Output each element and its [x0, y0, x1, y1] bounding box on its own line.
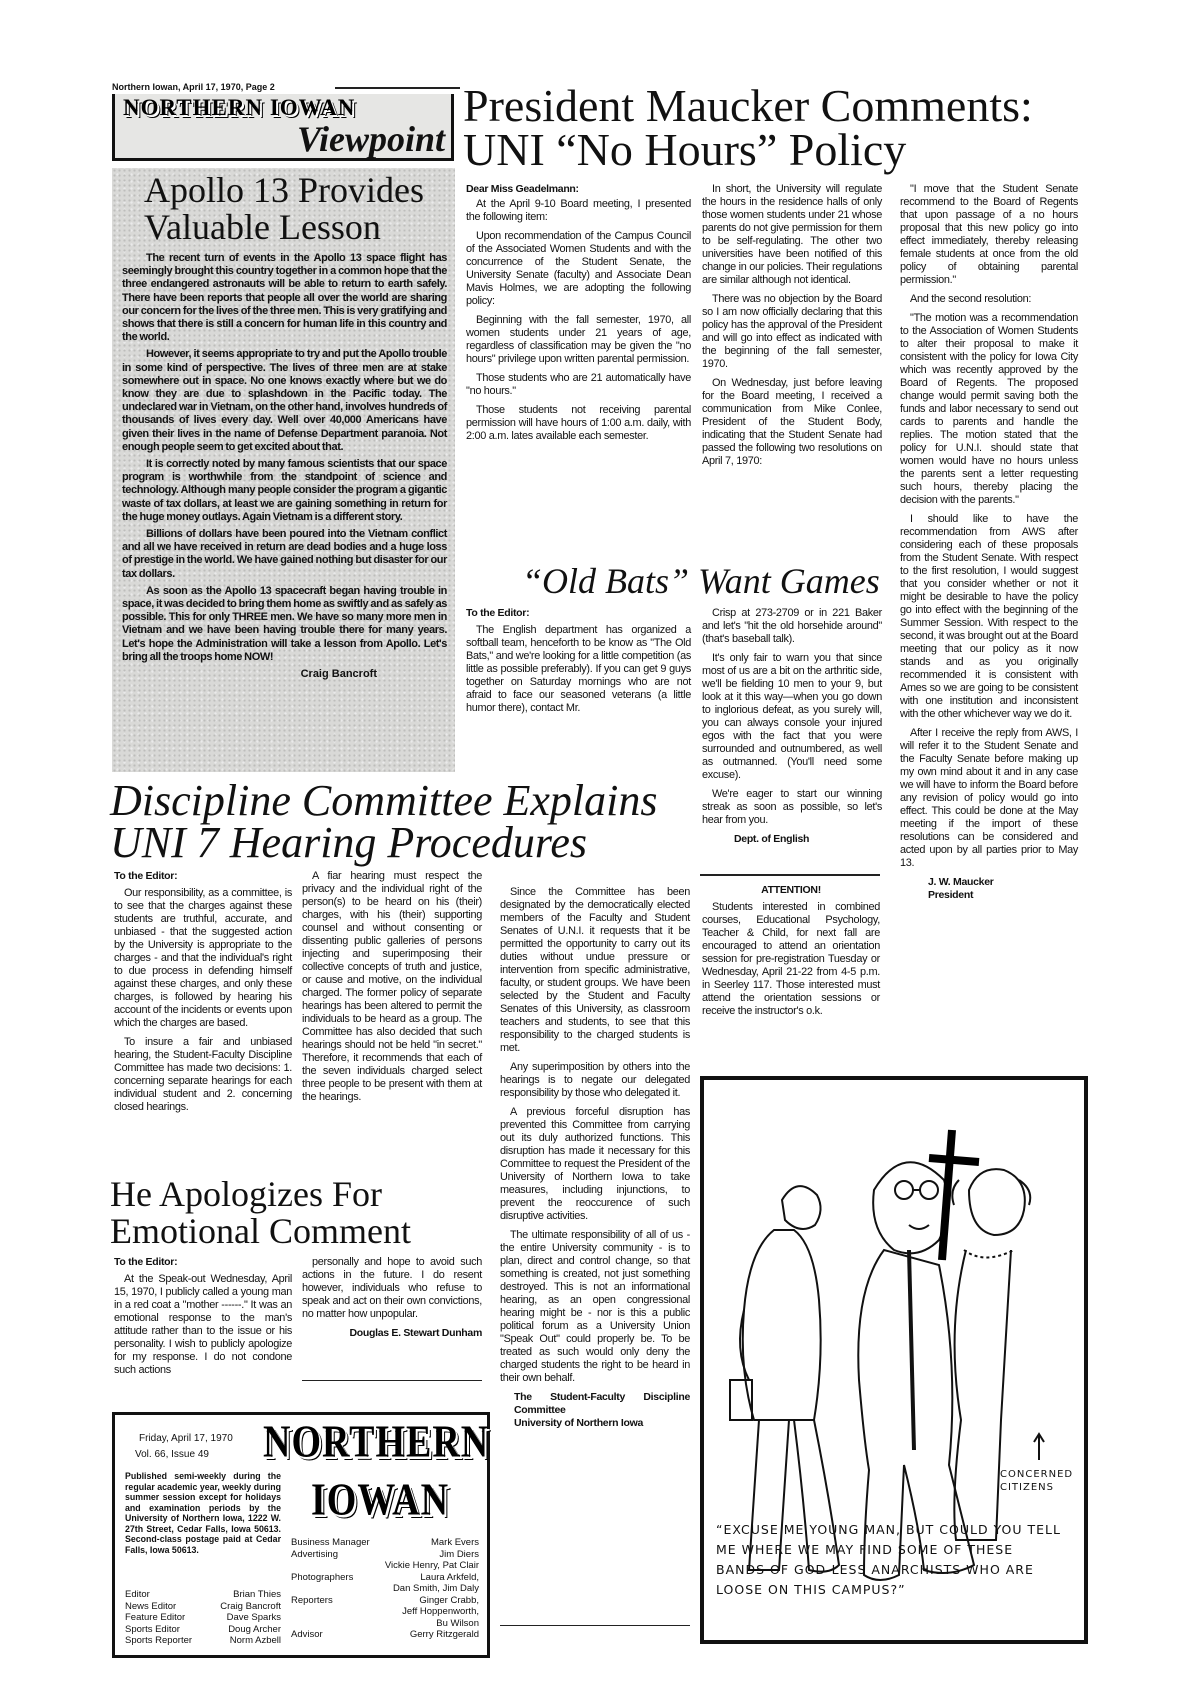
staff-row	[291, 1583, 479, 1595]
staff-name: Gerry Ritzgerald	[409, 1629, 479, 1640]
paragraph: personally and hope to avoid such actions in the future. I do resent however, individuals who refuse to speak and act on their own convictions, no matter how unpopular.	[302, 1256, 482, 1320]
paragraph: On Wednesday, just before leaving for the Board meeting, I received a communication from Mike Conlee, President of the Student Body, indicating that the Student Senate had passed the following two resolutions on April 7, 1970:	[702, 377, 882, 467]
discipline-col3	[500, 886, 690, 1430]
staff-name: Ginger Crabb,	[419, 1594, 479, 1606]
apology-end-rule	[302, 1380, 482, 1381]
headline-line: President Maucker Comments:	[463, 80, 1033, 131]
paragraph: Beginning with the fall semester, 1970, all women students under 21 years of age, regardless of classification may be given the "no hours" privilege upon written parental permission.	[466, 314, 691, 365]
oldbats-headline: “Old Bats” Want Games	[522, 561, 880, 601]
issue-date: Friday, April 17, 1970	[139, 1433, 233, 1444]
salutation: Dear Miss Geadelmann:	[466, 183, 579, 195]
staff-list	[291, 1537, 479, 1641]
apology-signature: Douglas E. Stewart Dunham	[349, 1327, 482, 1339]
staff-row	[291, 1629, 479, 1641]
paragraph: Those students who are 21 automatically have "no hours."	[466, 372, 691, 397]
masthead-box	[112, 1412, 490, 1658]
paragraph: There was no objection by the Board so I am now officially declaring that this policy has the approval of the President and will go into effect as indicated with the beginning of the fall semester, 1970.	[702, 293, 882, 370]
staff-name: Norm Azbell	[229, 1635, 281, 1646]
oldbats-col2	[702, 607, 882, 846]
staff-name: Craig Bancroft	[220, 1600, 281, 1612]
headline-line: Emotional Comment	[110, 1211, 411, 1251]
staff-role: Advisor	[291, 1629, 323, 1640]
maucker-col3	[900, 183, 1078, 902]
staff-name: Doug Archer	[228, 1623, 281, 1635]
headline-line: Valuable Lesson	[144, 207, 381, 247]
paragraph: Those students not receiving parental permission will have hours of 1:00 a.m. daily, with 2:00 a.m. lates available each semester.	[466, 404, 691, 442]
discipline-headline	[110, 776, 658, 867]
salutation: To the Editor:	[466, 607, 530, 619]
staff-row	[291, 1595, 479, 1607]
signature-line: The Student-Faculty Discipline Committee	[514, 1391, 690, 1416]
paragraph: In short, the University will regulate the hours in the residence halls of only those women students under 21 whose parents do not give permission for them to be self-regulating. The other two universities have been notified of this change in our policies. Their regulations are similar although not identical.	[702, 183, 883, 286]
staff-row	[291, 1549, 479, 1561]
masthead-logo-line2: IOWAN	[311, 1474, 450, 1526]
staff-role: Sports Editor	[125, 1623, 180, 1635]
salutation: To the Editor:	[114, 1256, 178, 1268]
paragraph: Our responsibility, as a committee, is to see that the charges against these students are truthful, accurate, and unbiased - that the suggested action by the University is appropriate to the charges - and that the individual's right to due process in defending himself against these charges, and only these charges, is followed by hearing his account of the incidents or events upon which the charges are based.	[114, 887, 292, 1029]
headline-line: Discipline Committee Explains	[110, 776, 658, 825]
signature-name: J. W. Maucker	[928, 876, 994, 888]
masthead-logo-line1: NORTHERN	[263, 1416, 490, 1468]
paragraph: I should like to have the recommendation from AWS after considering each of these proposals from the Student Senate. With respect to the first resolution, I would suggest that you consider whether or not it might be desirable to have the policy go into effect with the beginning of the Summer Session. With respect to the second, it was brought out at the Board meeting that our policy as it now stands and as you originally recommended it is consistent with Ames so we are going to be consistent with one institution and inconsistent with the other whichever way we do it.	[900, 513, 1078, 720]
staff-name: Vickie Henry, Pat Clair	[384, 1560, 479, 1571]
signature-title: President	[928, 889, 974, 901]
staff-name: Laura Arkfeld,	[420, 1571, 479, 1583]
staff-row	[291, 1606, 479, 1618]
editors-list	[125, 1589, 281, 1647]
section-title: Viewpoint	[296, 119, 445, 159]
paragraphs	[702, 607, 882, 827]
paragraph: Upon recommendation of the Campus Council of the Associated Women Students and with the concurrence of the Student Senate, the University Senate (faculty) and Associate Dean Mavis Holmes, we are adopting the following policy:	[466, 230, 691, 307]
paragraph: As soon as the Apollo 13 spacecraft began having trouble in space, it was decided to bring them home as swiftly and as safely as possible. This for only THREE men. We have so many more men in Vietnam and we have been having trouble there for many years. Let's hope the Administration will take a lesson from Apollo. Let's bring all the troops home NOW!	[122, 584, 447, 663]
paragraph: At the April 9-10 Board meeting, I presented the following item:	[466, 198, 691, 223]
cartoon-caption: “EXCUSE ME YOUNG MAN, BUT COULD YOU TELL ME WHERE WE MAY FIND SOME OF THESE BANDS OF GOD-LESS ANARCHISTS WHO ARE LOOSE ON THIS CAMPUS?”	[716, 1522, 1061, 1597]
paragraph: The recent turn of events in the Apollo 13 space flight has seemingly brought this country together in a common hope that the three endangered astronauts will be able to return to earth safely. There have been reports that people all over the world are sharing our concern for the lives of the three men. This is very gratifying and shows that there is still a concern for human life in this country and the world.	[122, 252, 447, 344]
paragraph: "I move that the Student Senate recommend to the Board of Regents that upon passage of a no hours proposal that this new policy go into effect immediately, thereby releasing female students at once from the old policy of obtaining parental permission."	[900, 183, 1078, 286]
staff-name: Dan Smith, Jim Daly	[392, 1583, 479, 1594]
paragraph: Crisp at 273-2709 or in 221 Baker and let's "hit the old horsehide around" (that's baseball talk).	[702, 607, 882, 645]
staff-role: Editor	[125, 1589, 150, 1600]
staff-row	[291, 1572, 479, 1584]
apology-col1	[114, 1256, 292, 1383]
discipline-col1	[114, 870, 292, 1120]
apollo-body	[122, 252, 447, 664]
paragraph: And the second resolution:	[910, 293, 1032, 305]
paragraph: Billions of dollars have been poured into the Vietnam conflict and all we have received in return are dead bodies and a huge loss of prestige in the world. We have gained nothing but disaster for our tax dollars.	[122, 528, 447, 580]
publication-notice: Published semi-weekly during the regular academic year, weekly during summer session except for holidays and examination periods by the University of Northern Iowa, 1222 W. 27th Street, Cedar Falls, Iowa 50613. Second-class postage paid at Cedar Falls, Iowa 50613.	[125, 1471, 281, 1555]
paragraphs	[466, 624, 691, 715]
paragraph: It is correctly noted by many famous scientists that our space program is worthwhile from the standpoint of science and technology. Although many people consider the program a gigantic waste of tax dollars, at least we are gaining something in return for the huge money outlays. Again Vietnam is a different story.	[122, 458, 447, 523]
discipline-signature	[514, 1391, 690, 1430]
column-end-rule	[500, 1625, 690, 1626]
staff-row	[125, 1635, 281, 1647]
paragraphs	[900, 183, 1078, 870]
staff-row	[291, 1537, 479, 1549]
editorial-cartoon	[700, 1076, 1088, 1644]
paragraph: A fiar hearing must respect the privacy and the individual right of the person(s) to be heard on his (their) charges, with his (their) supporting counsel and without consenting or dissenting public galleries of persons injecting and superimposing their collective concepts of truth and justice, or cause and motive, on the individual charged. The former policy of separate hearings has been altered to permit the individuals to be heard as a group. The Committee has also decided that such hearings should not be held "in secret." Therefore, it recommends that each of the seven individuals charged select three people to be present with them at the hearings.	[302, 870, 482, 1103]
staff-role: Sports Reporter	[125, 1635, 193, 1646]
paragraph: A previous forceful disruption has prevented this Committee from carrying out its duly authorized functions. This disruption has made it necessary for this Committee to request the President of the University of Northern Iowa to take measures, including injunctions, to prevent the reoccurence of such disruptive activities.	[500, 1106, 690, 1222]
paragraphs	[114, 1273, 292, 1377]
staff-row	[125, 1612, 281, 1624]
staff-role: News Editor	[125, 1600, 177, 1612]
staff-name: Mark Evers	[430, 1537, 479, 1548]
paragraphs	[500, 886, 690, 1385]
discipline-col2	[302, 870, 482, 1110]
paragraph: We're eager to start our winning streak as soon as possible, so let's hear from you.	[702, 788, 882, 826]
staff-row	[125, 1601, 281, 1613]
apology-headline	[110, 1176, 411, 1250]
issue-volume: Vol. 66, Issue 49	[135, 1449, 209, 1460]
paragraph: Any superimposition by others into the hearings is to negate our delegated responsibility by those who delegated it.	[500, 1061, 690, 1099]
staff-role: Feature Editor	[125, 1612, 186, 1623]
folio-rule	[335, 87, 460, 89]
maucker-signature	[928, 876, 1078, 902]
staff-name: Jim Diers	[439, 1548, 479, 1560]
attention-rule	[700, 874, 880, 876]
oldbats-signature: Dept. of English	[734, 833, 810, 845]
staff-row	[291, 1560, 479, 1572]
section-logo: NORTHERN IOWAN	[123, 95, 356, 120]
viewpoint-header	[112, 94, 454, 161]
paragraph: Since the Committee has been designated by the democratically elected members of the Faculty and Student Senates of U.N.I. it requests that it be permitted the opportunity to carry out its duties without undue pressure or intervention from specific administrative, faculty, or student groups. We have been selected by the Student and Faculty Senates of this University, as classroom teachers and students, to see that this responsibility to the charged students is met.	[500, 886, 690, 1054]
paragraph: After I receive the reply from AWS, I will refer it to the Student Senate and the Faculty Senate before making up my own mind about it and in any case we will have to inform the Board before any revision of policy would go into effect. This could be done at the May meeting if the import of these resolutions can be considered and acted upon by all parties prior to May 13.	[900, 727, 1078, 869]
paragraphs	[466, 198, 691, 443]
staff-name: Brian Thies	[233, 1589, 281, 1600]
paragraphs	[114, 887, 292, 1114]
staff-name: Dave Sparks	[226, 1612, 281, 1623]
apollo-article	[112, 168, 455, 772]
folio: Northern Iowan, April 17, 1970, Page 2	[112, 82, 275, 92]
maucker-headline	[463, 80, 1033, 175]
apology-col2	[302, 1256, 482, 1340]
staff-row	[125, 1589, 281, 1601]
salutation: To the Editor:	[114, 870, 178, 882]
paragraph: The ultimate responsibility of all of us - the entire University community - is to plan, direct and control change, so that something is created, not just something destroyed. This is not an informational hearing, as an open congressional hearing might be - nor is this a public political forum as a University Union "Speak Out" could properly be. To be treated as such would only deny the charged students the right to be heard in their own behalf.	[500, 1229, 690, 1384]
staff-row	[125, 1624, 281, 1636]
staff-role: Business Manager	[291, 1537, 370, 1548]
label-line: CONCERNED	[1000, 1469, 1074, 1480]
staff-role: Photographers	[291, 1571, 354, 1583]
attention-title: ATTENTION!	[761, 884, 821, 896]
staff-role: Advertising	[291, 1548, 338, 1560]
staff-name: Jeff Hoppenworth,	[402, 1606, 479, 1617]
paragraph: "The motion was a recommendation to the Association of Women Students to alter their proposal to make it consistent with the policy for Iowa City which was recently approved by the Board of Regents. The proposed change would permit saving both the funds and labor necessary to send out cards to parents and handle the replies. The motion stated that the policy for U.N.I. should state that women would have no hours unless the parents sent a letter requesting such hours, thereby placing the decision with the parents."	[900, 312, 1078, 506]
paragraph: The English department has organized a softball team, henceforth to be know as "The Old Bats," and we're looking for a little competition (as little as possible preferably). If you can get 9 guys together on Saturday mornings who are not afraid to face our seasoned veterans (a little humor there), contact Mr.	[466, 624, 691, 714]
paragraph: However, it seems appropriate to try and put the Apollo trouble in some kind of perspective. The lives of three men are at stake somewhere out in space. No one knows exactly where but we do know they are due to splashdown in the Pacific today. The undeclared war in Vietnam, on the other hand, involves hundreds of thousands of lives every day. Well over 40,000 Americans have given their lives in the name of Defense Department paranoia. Not enough people seem to get excited about that.	[122, 348, 447, 453]
paragraph: At the Speak-out Wednesday, April 15, 1970, I publicly called a young man in a red coat a "mother ------." It was an emotional response to the man's attitude rather than to the issue or his personality. I wish to publicly apologize for my response. I do not condone such actions	[114, 1273, 292, 1376]
staff-role: Reporters	[291, 1594, 333, 1606]
paragraphs	[302, 1256, 482, 1321]
label-line: CITIZENS	[1000, 1482, 1054, 1493]
staff-row	[291, 1618, 479, 1630]
apollo-signature: Craig Bancroft	[300, 668, 377, 681]
signature-line: University of Northern Iowa	[514, 1417, 644, 1429]
oldbats-col1	[466, 607, 691, 721]
headline-line: UNI “No Hours” Policy	[463, 124, 907, 175]
headline-line: He Apologizes For	[110, 1174, 382, 1214]
maucker-col1	[466, 183, 691, 449]
cartoon-label	[1000, 1468, 1073, 1494]
headline-line: Apollo 13 Provides	[144, 170, 425, 210]
headline-line: UNI 7 Hearing Procedures	[110, 818, 587, 867]
attention-body: Students interested in combined courses, Educational Psychology, Teacher & Child, for next fall are encouraged to attend an orientation session for pre-registration Tuesday or Wednesday, April 21-22 from 4-5 p.m. in Seerley 117. Those interested must attend the orientation sessions or receive the instructor's o.k.	[702, 901, 880, 1017]
paragraph: It's only fair to warn you that since most of us are a bit on the arthritic side, we'll be fielding 10 men to your 9, but look at it this way—when you go down to inglorious defeat, as you surely will, you can always console your injured egos with the fact that you were surrounded and outnumbered, as well as outmanned. (You'll need some excuse).	[702, 652, 882, 781]
staff-name: Bu Wilson	[436, 1617, 479, 1629]
maucker-col2	[702, 183, 882, 474]
apollo-headline	[122, 172, 447, 246]
attention-box	[702, 884, 880, 1024]
paragraph: To insure a fair and unbiased hearing, the Student-Faculty Discipline Committee has made two decisions: 1. concerning separate hearings for each individual student and 2. concerning closed hearings.	[114, 1036, 292, 1113]
